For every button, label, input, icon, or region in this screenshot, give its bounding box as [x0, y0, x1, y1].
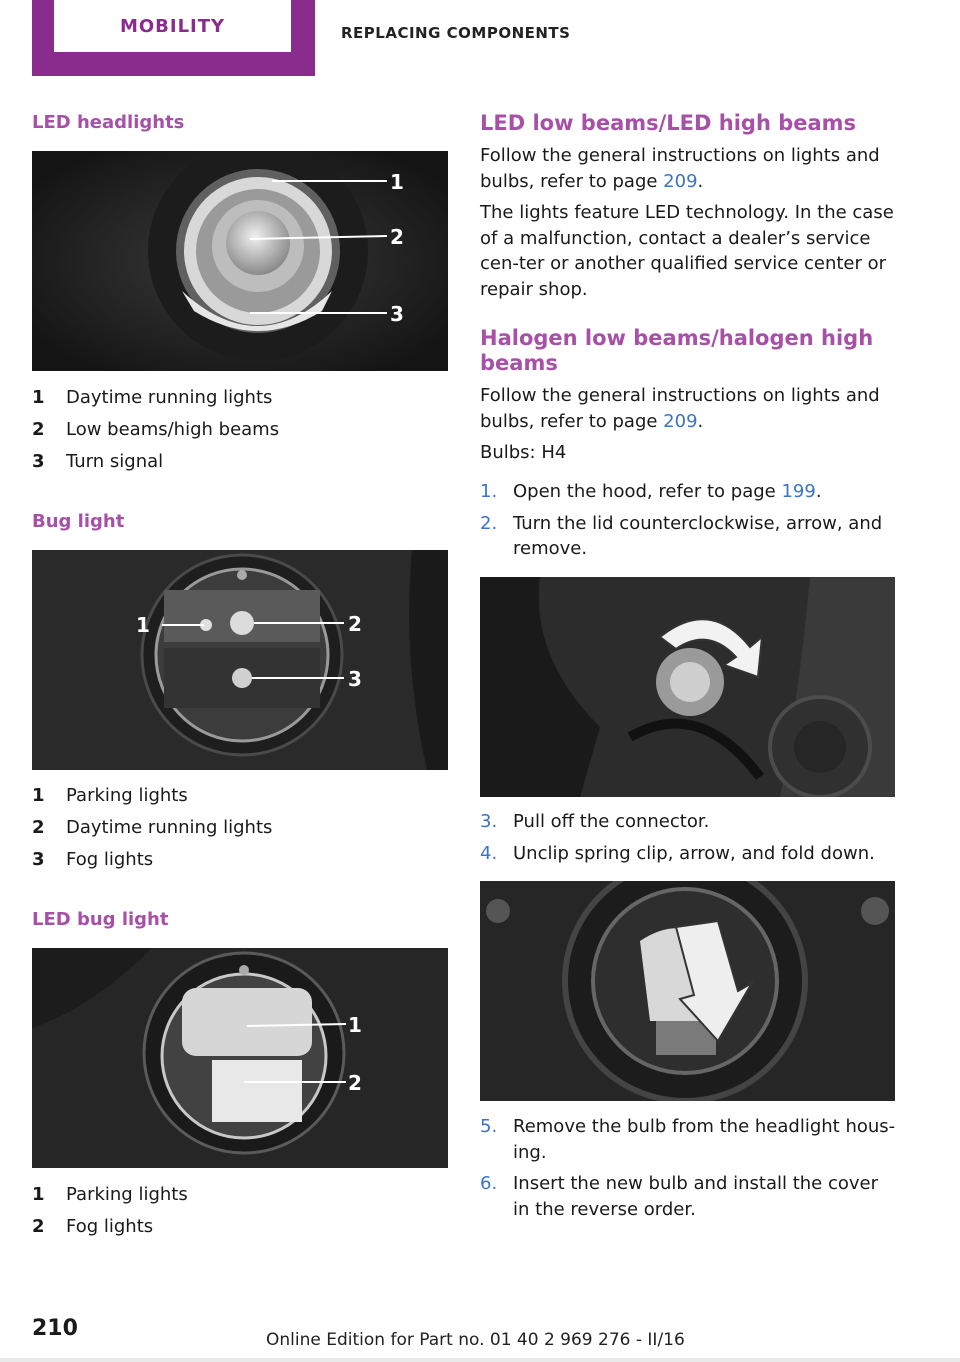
spring-clip-illustration: [480, 881, 895, 1101]
paragraph-led-technology: The lights feature LED technology. In the case of a malfunction, contact a dealer’s service cen‐ter or another qualified service center or repair shop.: [480, 202, 894, 300]
paragraph-halogen-general: Follow the general instructions on lights and bulbs, refer to page 209.: [480, 385, 880, 432]
figure-led-headlights: [32, 151, 448, 371]
legend-item: 2 Fog lights: [32, 1215, 154, 1237]
page-number: 210: [32, 1316, 78, 1341]
figure-remove-lid: [480, 577, 895, 797]
step-item: 5. Remove the bulb from the headlight hous‐ing.: [480, 1116, 896, 1163]
heading-bug-light: Bug light: [32, 511, 125, 532]
callout-2: 2: [390, 225, 404, 249]
led-bug-light-illustration: [32, 948, 448, 1168]
legend-led-headlights: [32, 381, 279, 477]
step-item: 1. Open the hood, refer to page 199.: [480, 481, 822, 502]
step-item: 4. Unclip spring clip, arrow, and fold down.: [480, 842, 875, 864]
remove-lid-illustration: [480, 577, 895, 797]
chapter-tab[interactable]: MOBILITY: [54, 0, 291, 52]
page-link-209[interactable]: 209: [663, 410, 698, 432]
bulb-type: Bulbs: H4: [480, 442, 567, 463]
legend-item: 3 Fog lights: [32, 848, 154, 870]
heading-led-beams: LED low beams/LED high beams: [480, 111, 857, 135]
figure-bug-light: [32, 550, 448, 770]
legend-item: 1 Daytime running lights: [32, 386, 273, 408]
heading-led-headlights: LED headlights: [32, 112, 185, 133]
steps-1-2: [480, 479, 900, 568]
callout-3: 3: [390, 302, 404, 326]
figure-led-bug-light: [32, 948, 448, 1168]
page-link-199[interactable]: 199: [781, 481, 816, 502]
legend-item: 2 Daytime running lights: [32, 816, 273, 838]
step-item: 6. Insert the new bulb and install the cover in the reverse order.: [480, 1173, 879, 1220]
callout-1: 1: [390, 170, 404, 194]
bug-light-illustration: [32, 550, 448, 770]
callout-2: 2: [348, 1071, 362, 1095]
step-item: 3. Pull off the connector.: [480, 811, 710, 832]
steps-3-4: [480, 809, 900, 872]
steps-5-6: [480, 1114, 900, 1228]
heading-led-bug-light: LED bug light: [32, 909, 169, 930]
figure-spring-clip: [480, 881, 895, 1101]
legend-led-bug-light: [32, 1178, 188, 1242]
callout-1: 1: [348, 1013, 362, 1037]
step-item: 2. Turn the lid counterclockwise, arrow, and remove.: [480, 512, 883, 559]
edition-footer: Online Edition for Part no. 01 40 2 969 276 - II/16: [266, 1330, 685, 1350]
section-title: REPLACING COMPONENTS: [341, 24, 571, 42]
legend-bug-light: [32, 779, 272, 875]
led-headlight-illustration: [32, 151, 448, 371]
paragraph-led-general: Follow the general instructions on lights and bulbs, refer to page 209.: [480, 145, 880, 192]
footer-strip: [0, 1358, 960, 1362]
legend-item: 1 Parking lights: [32, 784, 188, 806]
heading-halogen: Halogen low beams/halogen high beams: [480, 326, 874, 375]
legend-item: 2 Low beams/high beams: [32, 418, 280, 440]
callout-3: 3: [348, 667, 362, 691]
legend-item: 1 Parking lights: [32, 1183, 188, 1205]
legend-item: 3 Turn signal: [32, 450, 164, 472]
page-header: [0, 0, 960, 76]
callout-1: 1: [136, 613, 150, 637]
callout-2: 2: [348, 612, 362, 636]
page-link-209[interactable]: 209: [663, 170, 698, 192]
